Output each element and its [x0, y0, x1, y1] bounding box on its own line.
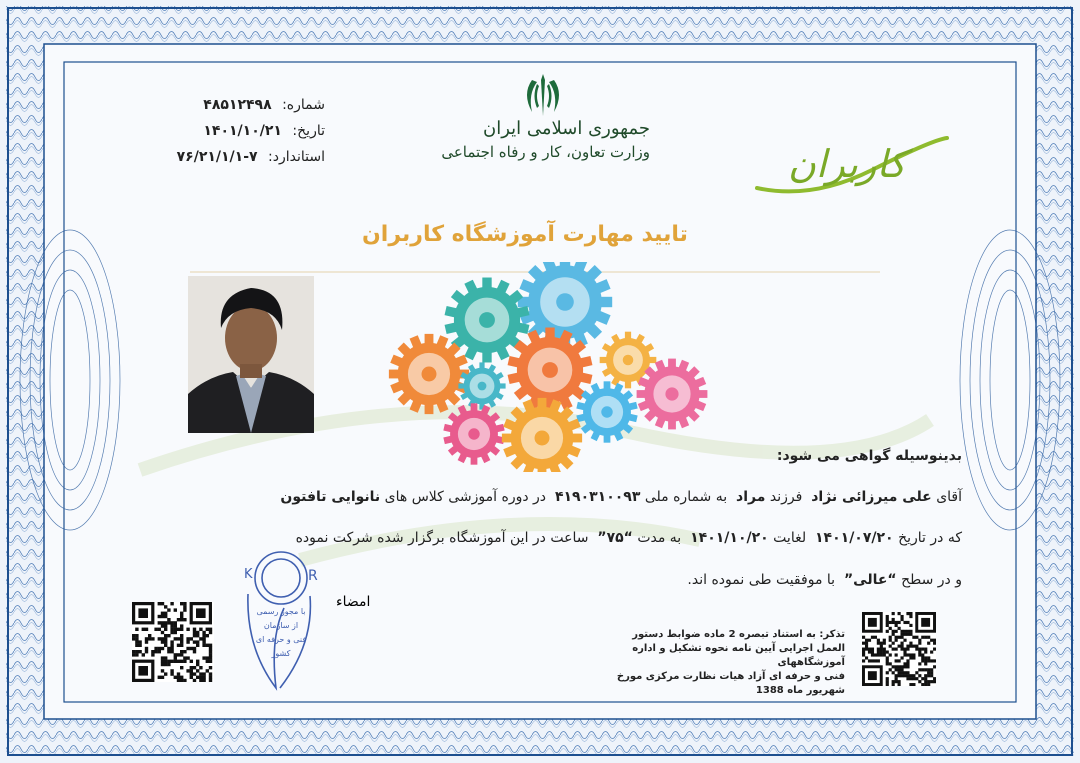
to-date: ۱۴۰۱/۱۰/۲۰ — [690, 530, 769, 546]
document-meta — [170, 92, 325, 170]
logo-text: کاربران — [787, 142, 907, 186]
standard-value: ۷-۷۶/۲۱/۱/۱ — [176, 149, 258, 165]
footnote-line2: العمل اجرایی آیین نامه نحوه تشکیل و اداره آموزشگاههای — [632, 643, 845, 668]
course-label: در دوره آموزشی کلاس های — [384, 489, 547, 505]
qr-code-left — [132, 602, 214, 682]
student-name: علی میرزائی نژاد — [811, 489, 932, 505]
number-label: شماره: — [282, 97, 325, 113]
date-label: تاریخ: — [292, 123, 325, 139]
svg-text:فنی و حرفه ای: فنی و حرفه ای — [255, 635, 307, 644]
mr-label: آقای — [936, 489, 962, 505]
iran-emblem-icon — [518, 72, 568, 120]
father-name: مراد — [736, 489, 766, 505]
person-silhouette-icon — [188, 276, 314, 433]
certificate-line2 — [162, 530, 962, 546]
qr-code-right — [862, 612, 936, 686]
svg-text:K: K — [244, 567, 253, 582]
number-row — [170, 92, 325, 118]
number-value: ۴۸۵۱۲۴۹۸ — [203, 97, 272, 113]
certificate-title: تایید مهارت آموزشگاه کاربران — [362, 222, 688, 247]
government-line2: وزارت تعاون، کار و رفاه اجتماعی — [441, 143, 650, 161]
gear-icon — [458, 362, 505, 409]
svg-text:از سازمان: از سازمان — [263, 621, 299, 630]
date-row — [170, 118, 325, 144]
line2-text: ساعت در این آموزشگاه برگزار شده شرکت نموده — [295, 530, 589, 546]
from-label: که در تاریخ — [898, 530, 962, 546]
gears-illustration-icon — [382, 262, 722, 472]
national-id-label: به شماره ملی — [644, 489, 728, 505]
to-label: لغایت — [773, 530, 807, 546]
institute-stamp-icon — [226, 548, 336, 693]
qr-code-icon — [132, 602, 214, 682]
student-photo — [188, 276, 314, 433]
svg-text:با مجوز رسمی: با مجوز رسمی — [256, 607, 306, 616]
certificate-line1 — [162, 489, 962, 505]
karbaran-logo — [752, 130, 952, 200]
gear-icon — [576, 381, 637, 442]
national-id: ۴۱۹۰۳۱۰۰۹۳ — [554, 489, 641, 505]
footnote-line3: فنی و حرفه ای آزاد هیات نظارت مرکزی مورخ شهریور ماه 1388 — [616, 671, 845, 696]
certificate-intro: بدینوسیله گواهی می شود: — [776, 448, 962, 464]
svg-text:R: R — [308, 568, 318, 584]
level-label: و در سطح — [901, 572, 962, 588]
date-value: ۱۴۰۱/۱۰/۲۱ — [203, 123, 282, 139]
duration-label: به مدت — [637, 530, 682, 546]
duration-value: “۷۵” — [597, 530, 633, 546]
qr-code-icon — [862, 612, 936, 686]
line3-text: با موفقیت طی نموده اند. — [687, 572, 836, 588]
son-of-label: فرزند — [769, 489, 803, 505]
gear-icon — [637, 359, 708, 430]
standard-row — [170, 144, 325, 170]
from-date: ۱۴۰۱/۰۷/۲۰ — [815, 530, 894, 546]
course-name: نانوایی تافتون — [280, 489, 381, 505]
grade-value: “عالی” — [843, 572, 897, 588]
government-title — [440, 118, 650, 161]
gear-icon — [389, 334, 469, 414]
footnote-line1: تذکر: به استناد تبصره 2 ماده ضوابط دستور — [632, 629, 845, 640]
standard-label: استاندارد: — [268, 149, 325, 165]
svg-text:کشور: کشور — [271, 649, 291, 658]
footnote — [610, 628, 845, 698]
government-line1: جمهوری اسلامی ایران — [483, 118, 650, 139]
signature-label: امضاء — [336, 594, 371, 610]
